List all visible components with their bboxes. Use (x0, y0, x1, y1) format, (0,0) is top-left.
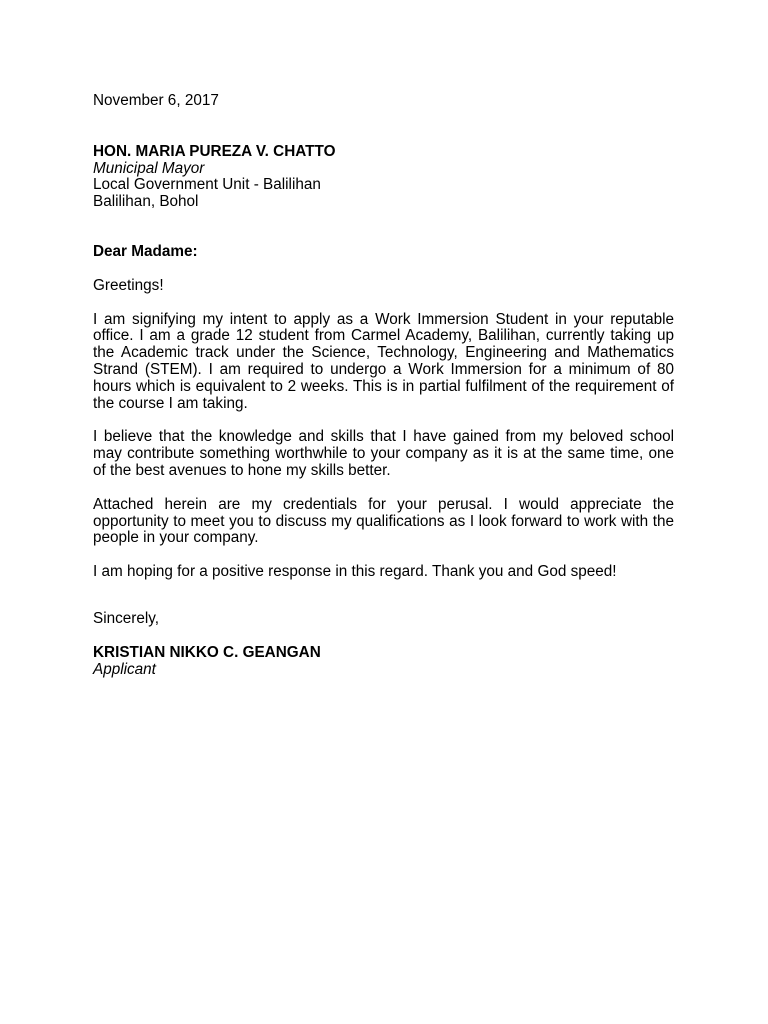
salutation: Dear Madame: (93, 242, 198, 260)
recipient-block (93, 144, 674, 211)
recipient-title: Municipal Mayor (93, 159, 205, 177)
signature-block (93, 645, 674, 679)
sender-name: KRISTIAN NIKKO C. GEANGAN (93, 643, 321, 661)
greeting: Greetings! (93, 276, 164, 294)
sender-title: Applicant (93, 660, 156, 678)
recipient-office: Local Government Unit - Balilihan (93, 176, 321, 194)
closing: Sincerely, (93, 609, 160, 627)
letter-body (93, 93, 674, 678)
letter-date: November 6, 2017 (93, 92, 219, 109)
body-paragraph-4: I am hoping for a positive response in this regard. Thank you and God speed! (93, 563, 617, 581)
recipient-name: HON. MARIA PUREZA V. CHATTO (93, 142, 336, 160)
body-paragraph-2: I believe that the knowledge and skills that I have gained from my beloved school may contribute something worthwhile to your company as it is at the same time, one of the best avenues to hone my skills better. (93, 428, 674, 479)
body-paragraph-3: Attached herein are my credentials for your perusal. I would appreciate the opportunity to meet you to discuss my qualifications as I look forward to work with the people in your company. (93, 495, 674, 547)
body-paragraph-1: I am signifying my intent to apply as a Work Immersion Student in your reputable office. I am a grade 12 student from Carmel Academy, Balilihan, currently taking up the Academic track under the Science, Technology, Engineering and Mathematics Strand (STEM). I am required to undergo a Work Immersion for a minimum of 80 hours which is equivalent to 2 weeks. This is in partial fulfilment of the requirement of the course I am taking. (93, 310, 674, 412)
recipient-address: Balilihan, Bohol (93, 193, 199, 211)
